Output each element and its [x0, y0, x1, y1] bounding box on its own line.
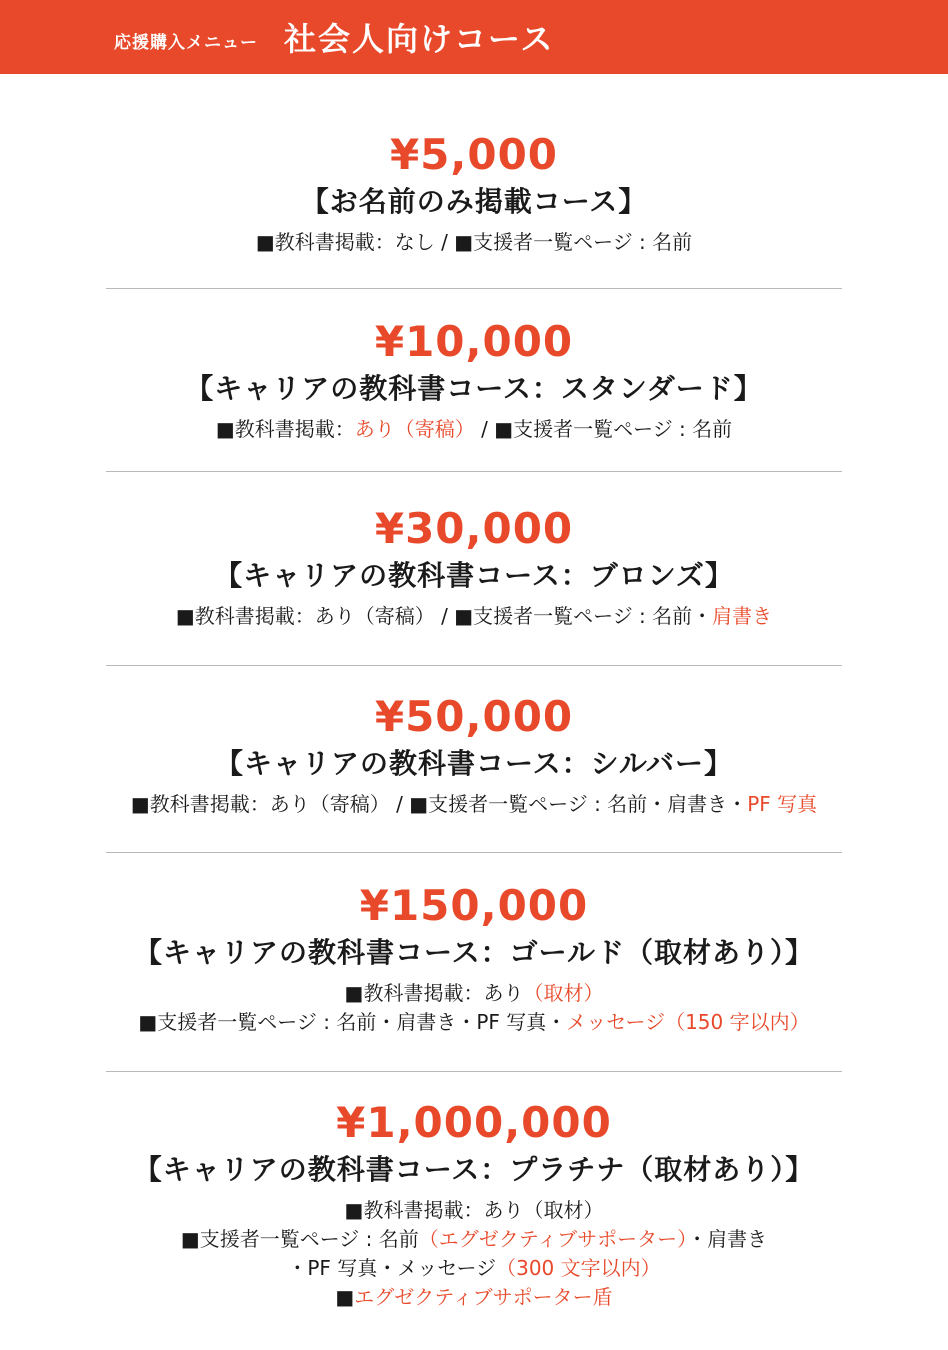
detail-highlight: あり（寄稿） — [354, 417, 475, 441]
course-name: 【お名前のみ掲載コース】 — [300, 185, 648, 218]
course-detail-line — [0, 1283, 948, 1312]
course-detail-line — [0, 602, 948, 631]
detail-highlight: 肩書き — [712, 604, 773, 628]
course-10000 — [0, 317, 948, 444]
course-price: ¥5,000 — [389, 130, 559, 179]
detail-text: ■教科書掲載：あり — [344, 981, 524, 1005]
course-price: ¥50,000 — [374, 692, 574, 741]
course-name: 【キャリアの教科書コース：プラチナ（取材あり）】 — [133, 1153, 815, 1186]
course-price: ¥150,000 — [359, 881, 589, 930]
course-detail-line — [0, 790, 948, 819]
detail-highlight: エグゼクティブサポーター盾 — [354, 1285, 613, 1309]
detail-text: ・肩書き — [687, 1227, 768, 1251]
detail-highlight: （300 文字以内） — [496, 1256, 661, 1280]
detail-text: ・PF 写真・メッセージ — [287, 1256, 497, 1280]
divider — [106, 471, 842, 472]
course-name: 【キャリアの教科書コース：シルバー】 — [215, 747, 733, 780]
divider — [106, 288, 842, 289]
course-detail-line — [0, 1254, 948, 1283]
course-price: ¥30,000 — [374, 504, 574, 553]
header-title: 社会人向けコース — [284, 20, 555, 58]
course-150000 — [0, 881, 948, 1037]
header-bar — [0, 0, 948, 74]
course-detail-line — [0, 1008, 948, 1037]
course-price: ¥10,000 — [374, 317, 574, 366]
course-detail-line — [0, 1196, 948, 1225]
course-name: 【キャリアの教科書コース：スタンダード】 — [185, 372, 763, 405]
detail-highlight: （取材） — [523, 981, 604, 1005]
detail-text: ■支援者一覧ページ : 名前・肩書き・PF 写真・ — [138, 1010, 567, 1034]
detail-text: / ■支援者一覧ページ : 名前 — [474, 417, 733, 441]
course-30000 — [0, 504, 948, 631]
course-detail-line — [0, 228, 948, 257]
course-50000 — [0, 692, 948, 819]
detail-text: ■教科書掲載：あり（取材） — [344, 1198, 604, 1222]
header-subtitle: 応援購入メニュー — [114, 32, 258, 53]
detail-text: ■教科書掲載：あり（寄稿） / ■支援者一覧ページ : 名前・ — [175, 604, 713, 628]
course-5000 — [0, 130, 948, 257]
course-name: 【キャリアの教科書コース：ゴールド（取材あり）】 — [133, 936, 815, 969]
course-detail-line — [0, 415, 948, 444]
course-name: 【キャリアの教科書コース：ブロンズ】 — [214, 559, 734, 592]
detail-text: ■教科書掲載：あり（寄稿） / ■支援者一覧ページ : 名前・肩書き・ — [130, 792, 748, 816]
course-price: ¥1,000,000 — [336, 1098, 612, 1147]
detail-text: ■ — [335, 1285, 355, 1309]
divider — [106, 1071, 842, 1072]
divider — [106, 852, 842, 853]
detail-text: ■支援者一覧ページ : 名前 — [180, 1227, 419, 1251]
detail-highlight: メッセージ（150 字以内） — [566, 1010, 810, 1034]
course-detail-line — [0, 1225, 948, 1254]
detail-highlight: （エグゼクティブサポーター） — [418, 1227, 688, 1251]
detail-highlight: PF 写真 — [747, 792, 818, 816]
detail-text: ■教科書掲載： — [215, 417, 355, 441]
detail-text: ■教科書掲載：なし / ■支援者一覧ページ : 名前 — [255, 230, 693, 254]
divider — [106, 665, 842, 666]
course-detail-line — [0, 979, 948, 1008]
course-1000000 — [0, 1098, 948, 1312]
